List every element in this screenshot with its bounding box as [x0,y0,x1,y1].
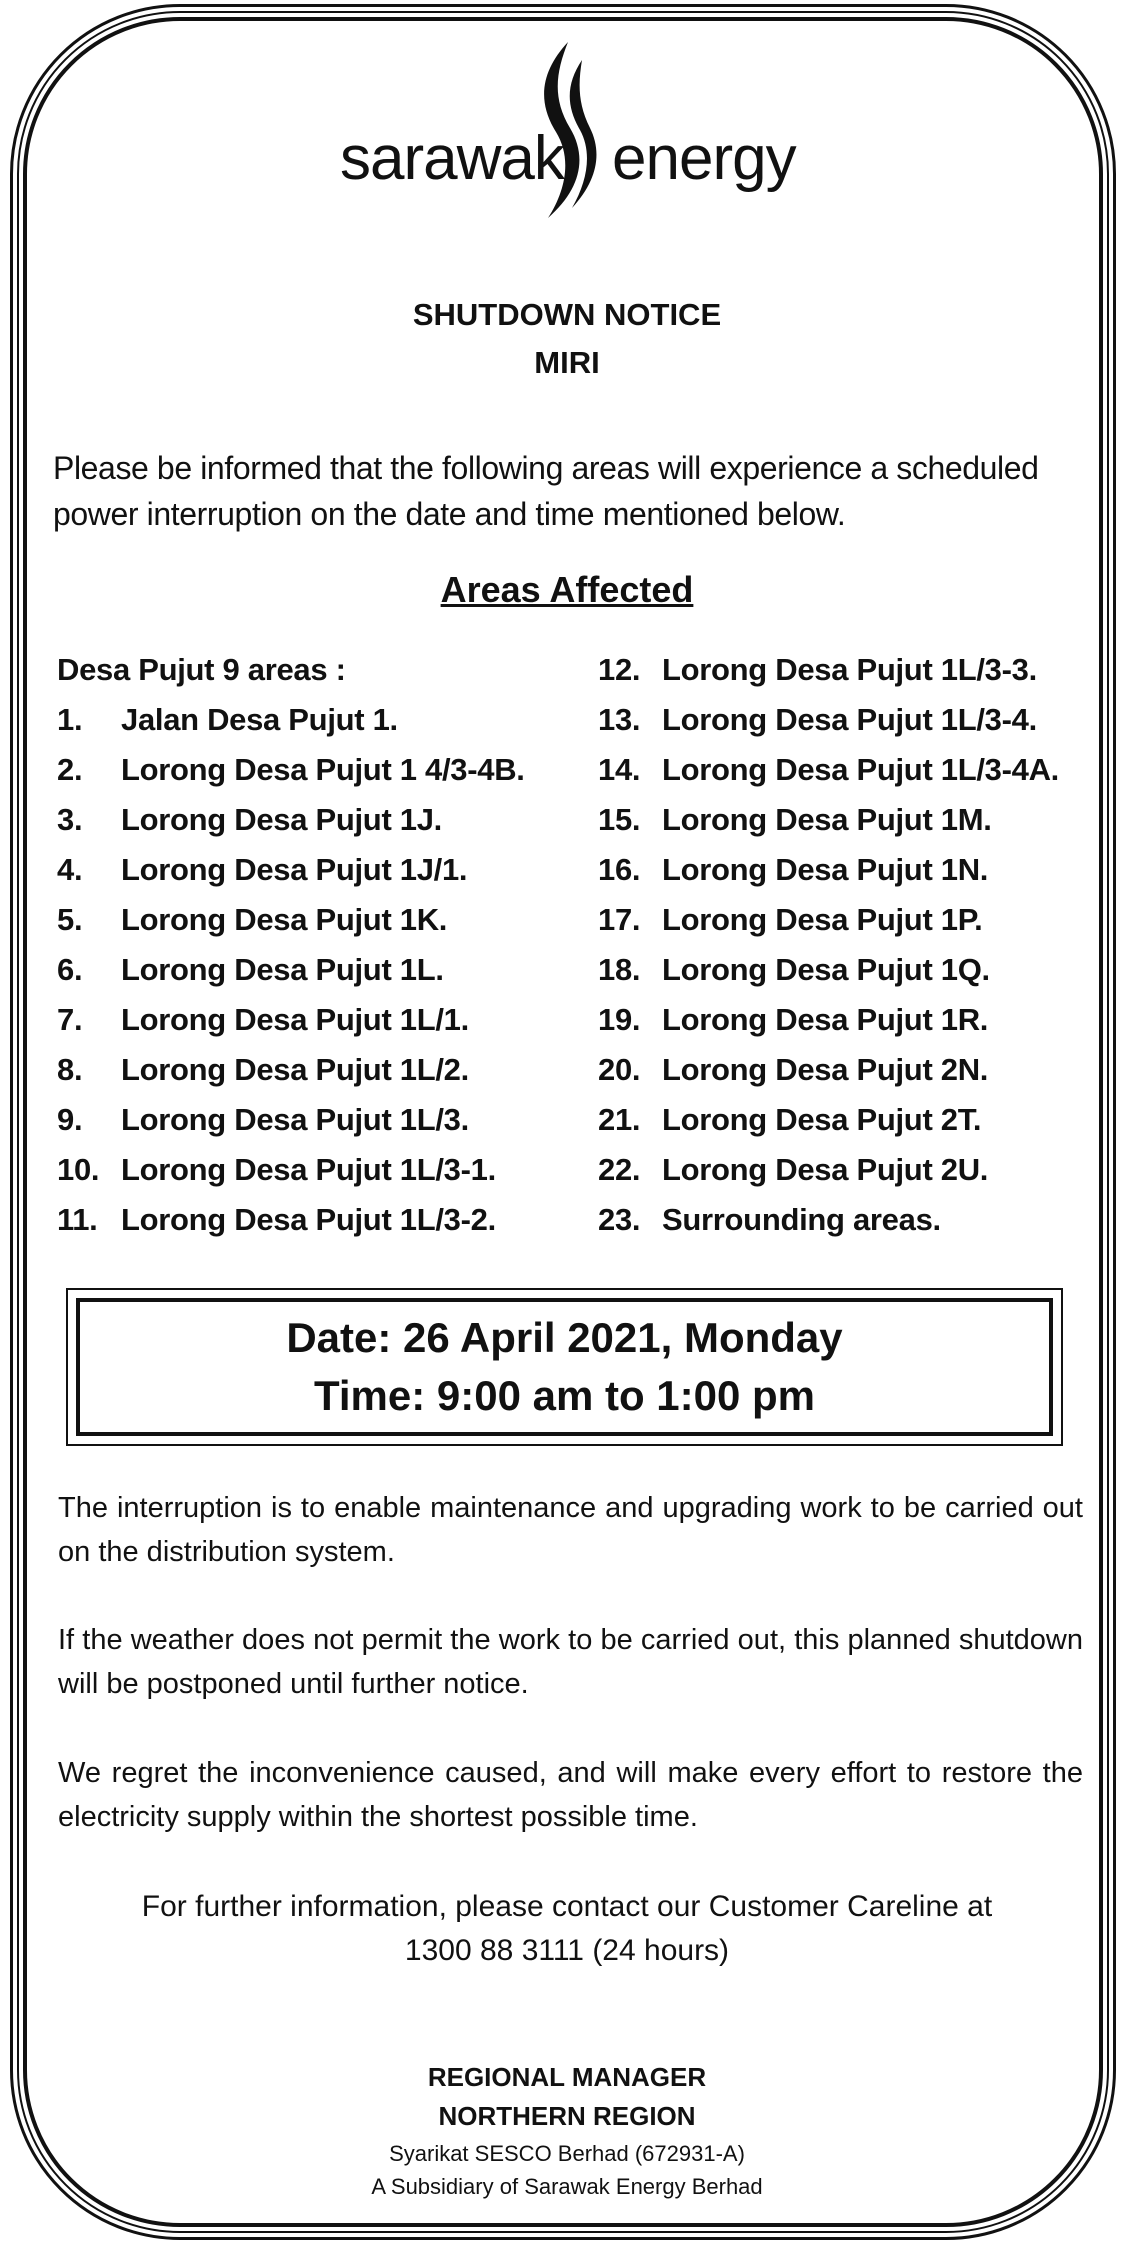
item-name: Lorong Desa Pujut 2U. [662,1152,989,1187]
item-number: 22. [598,1152,641,1187]
list-item [598,1145,1059,1195]
item-name: Lorong Desa Pujut 1P. [662,902,983,937]
item-number: 16. [598,852,641,887]
item-number: 19. [598,1002,641,1037]
areas-right-column [598,645,1059,1245]
list-item [598,695,1059,745]
item-number: 1. [57,702,83,737]
list-item [57,1195,525,1245]
list-item [598,845,1059,895]
list-item [57,845,525,895]
item-number: 17. [598,902,641,937]
subsidiary-line: A Subsidiary of Sarawak Energy Berhad [371,2174,763,2199]
list-item [598,645,1059,695]
item-number: 23. [598,1202,641,1237]
item-number: 20. [598,1052,641,1087]
flame-icon [522,40,602,220]
item-name: Lorong Desa Pujut 1L/3-4. [662,702,1037,737]
areas-left-column [57,645,525,1245]
intro-paragraph: Please be informed that the following areas will experience a scheduled power interruption on the date and time mentioned below. [53,450,1039,532]
item-name: Jalan Desa Pujut 1. [121,702,398,737]
list-item [57,1095,525,1145]
item-name: Lorong Desa Pujut 1R. [662,1002,989,1037]
item-name: Lorong Desa Pujut 1Q. [662,952,990,987]
item-name: Lorong Desa Pujut 1N. [662,852,989,887]
maintenance-paragraph: The interruption is to enable maintenance and upgrading work to be carried out on the distribution system. [58,1492,1083,1568]
item-number: 4. [57,852,83,887]
schedule-box [76,1298,1053,1436]
item-number: 13. [598,702,641,737]
item-number: 11. [57,1202,98,1237]
signature-region: NORTHERN REGION [438,2101,696,2131]
logo-word-right: energy [612,124,796,193]
item-name: Surrounding areas. [662,1202,941,1237]
notice-location: MIRI [534,345,600,380]
item-name: Lorong Desa Pujut 1J. [121,802,442,837]
item-name: Lorong Desa Pujut 2N. [662,1052,989,1087]
item-number: 6. [57,952,83,987]
item-number: 14. [598,752,641,787]
item-number: 2. [57,752,83,787]
list-item [598,895,1059,945]
item-name: Lorong Desa Pujut 1M. [662,802,992,837]
careline-number: 1300 88 3111 (24 hours) [404,1934,730,1967]
item-number: 18. [598,952,641,987]
item-number: 15. [598,802,641,837]
item-number: 5. [57,902,83,937]
list-item [598,745,1059,795]
item-number: 7. [57,1002,83,1037]
company-name: Syarikat SESCO Berhad (672931-A) [389,2141,745,2166]
areas-group-label: Desa Pujut 9 areas : [57,652,346,687]
item-name: Lorong Desa Pujut 1L/3-3. [662,652,1037,687]
item-name: Lorong Desa Pujut 1L/3-1. [121,1152,496,1187]
item-name: Lorong Desa Pujut 1K. [121,902,448,937]
areas-heading: Areas Affected [440,569,694,610]
list-item [57,995,525,1045]
schedule-date: Date: 26 April 2021, Monday [286,1314,843,1361]
item-name: Lorong Desa Pujut 1J/1. [121,852,468,887]
logo-word-left: sarawak [340,124,564,193]
list-item [57,945,525,995]
item-name: Lorong Desa Pujut 1L/3-2. [121,1202,496,1237]
sarawak-energy-logo [340,40,800,230]
item-number: 8. [57,1052,83,1087]
schedule-time: Time: 9:00 am to 1:00 pm [313,1372,816,1419]
list-item [57,1045,525,1095]
item-number: 10. [57,1152,100,1187]
item-name: Lorong Desa Pujut 2T. [662,1102,982,1137]
list-item [598,945,1059,995]
item-name: Lorong Desa Pujut 1L/3. [121,1102,469,1137]
item-number: 21. [598,1102,641,1137]
list-item [598,1195,1059,1245]
contact-info [0,1885,1134,1973]
list-item [57,895,525,945]
item-number: 9. [57,1102,83,1137]
regret-paragraph: We regret the inconvenience caused, and will make every effort to restore the electricity supply within the shortest possible time. [58,1757,1083,1833]
list-item [598,795,1059,845]
notice-title: SHUTDOWN NOTICE [412,297,722,332]
item-number: 12. [598,652,641,687]
list-item [598,1095,1059,1145]
list-item [57,695,525,745]
weather-paragraph: If the weather does not permit the work to be carried out, this planned shutdown will be postponed until further notice. [58,1624,1083,1700]
list-item [598,995,1059,1045]
list-item [57,1145,525,1195]
item-name: Lorong Desa Pujut 1L. [121,952,444,987]
item-number: 3. [57,802,83,837]
list-item [598,1045,1059,1095]
item-name: Lorong Desa Pujut 1 4/3-4B. [121,752,525,787]
list-item [57,795,525,845]
item-name: Lorong Desa Pujut 1L/2. [121,1052,469,1087]
item-name: Lorong Desa Pujut 1L/1. [121,1002,469,1037]
list-item [57,745,525,795]
item-name: Lorong Desa Pujut 1L/3-4A. [662,752,1059,787]
signature-title: REGIONAL MANAGER [427,2062,707,2092]
contact-line: For further information, please contact our Customer Careline at [141,1890,993,1923]
